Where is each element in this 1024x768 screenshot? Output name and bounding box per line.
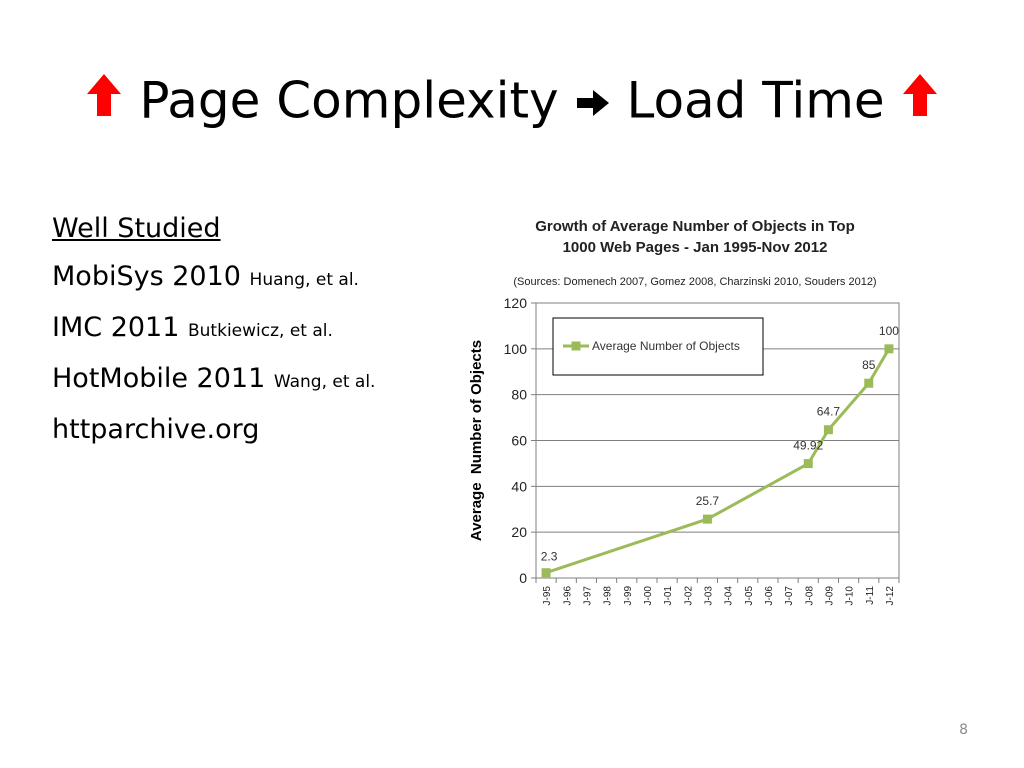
y-tick-label: 60 <box>511 432 527 449</box>
y-tick-label: 100 <box>503 340 527 357</box>
bullet-item <box>52 355 452 406</box>
x-tick-label: J-98 <box>602 586 614 606</box>
data-point <box>703 515 712 524</box>
bullet-item <box>52 253 452 304</box>
data-point <box>864 379 873 388</box>
x-tick-label: J-07 <box>784 586 796 606</box>
x-tick-label: J-06 <box>763 586 775 606</box>
x-tick-label: J-10 <box>844 586 856 606</box>
x-tick-label: J-02 <box>683 586 695 606</box>
bullet-item <box>52 304 452 355</box>
y-tick-label: 20 <box>511 524 527 541</box>
data-point <box>542 568 551 577</box>
bullet-list <box>52 205 452 454</box>
y-tick-label: 120 <box>503 295 527 311</box>
x-tick-label: J-04 <box>723 586 735 606</box>
data-point <box>804 459 813 468</box>
slide-title <box>0 62 1024 136</box>
data-label: 2.3 <box>540 549 558 564</box>
data-label: 100 <box>878 323 899 338</box>
x-tick-label: J-96 <box>562 586 574 606</box>
x-tick-label: J-09 <box>824 586 836 606</box>
bullet-main: httparchive.org <box>52 414 260 445</box>
x-tick-label: J-03 <box>703 586 715 606</box>
right-arrow-icon <box>575 66 611 136</box>
title-part-2: Load Time <box>626 71 885 130</box>
data-label: 64.7 <box>816 404 841 419</box>
x-tick-label: J-97 <box>582 586 594 606</box>
x-tick-label: J-05 <box>743 586 755 606</box>
y-axis-title: Average Number of Objects <box>468 339 485 542</box>
bullet-main: MobiSys 2010 <box>52 261 241 292</box>
y-tick-label: 80 <box>511 386 527 403</box>
page-number: 8 <box>959 722 968 738</box>
data-point <box>884 344 893 353</box>
bullet-heading: Well Studied <box>52 213 221 244</box>
x-tick-label: J-12 <box>884 586 896 606</box>
data-point <box>824 425 833 434</box>
chart-title-line-1: Growth of Average Number of Objects in Top <box>535 218 855 235</box>
bullet-authors: Wang, et al. <box>273 372 376 392</box>
line-chart <box>455 205 935 625</box>
legend-label: Average Number of Objects <box>592 339 740 353</box>
title-part-1: Page Complexity <box>139 71 559 130</box>
x-tick-label: J-08 <box>804 586 816 606</box>
data-label: 49.92 <box>793 438 824 453</box>
bullet-main: HotMobile 2011 <box>52 363 266 394</box>
data-label: 85 <box>862 358 876 373</box>
y-tick-label: 0 <box>519 570 527 586</box>
chart-svg <box>455 205 935 625</box>
x-tick-label: J-01 <box>663 586 675 606</box>
chart-subtitle: (Sources: Domenech 2007, Gomez 2008, Charzinski 2010, Souders 2012) <box>513 276 877 288</box>
up-arrow-icon <box>85 66 123 136</box>
x-tick-label: J-99 <box>622 586 634 606</box>
x-tick-label: J-11 <box>864 586 876 605</box>
series-line <box>546 349 889 573</box>
bullet-authors: Butkiewicz, et al. <box>188 321 333 341</box>
legend-marker <box>572 342 581 351</box>
data-label: 25.7 <box>695 494 720 509</box>
chart-title-line-2: 1000 Web Pages - Jan 1995-Nov 2012 <box>562 239 828 256</box>
up-arrow-icon <box>901 66 939 136</box>
y-tick-label: 40 <box>511 478 527 495</box>
x-tick-label: J-00 <box>642 586 654 606</box>
bullet-item <box>52 406 452 454</box>
bullet-authors: Huang, et al. <box>249 270 359 290</box>
x-tick-label: J-95 <box>542 586 554 606</box>
bullet-main: IMC 2011 <box>52 312 180 343</box>
